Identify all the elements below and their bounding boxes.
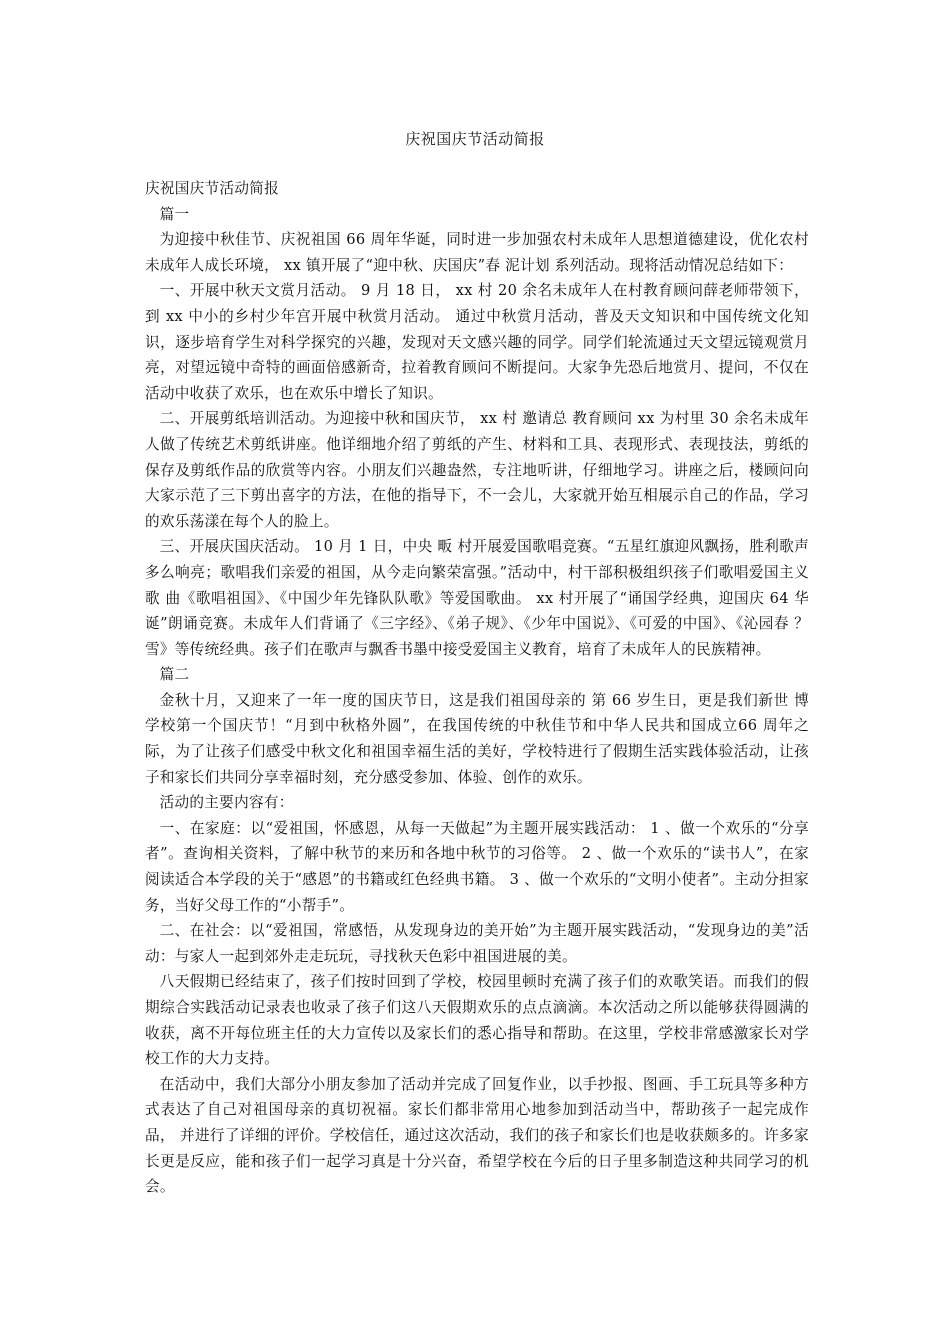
paragraph-activity-national-day: 三、开展庆国庆活动。 10 月 1 日，中央 畈 村开展爱国歌唱竞赛。“五星红旗迎风飘扬，胜利歌声多么响亮；歌唱我们亲爱的祖国，从今走向繁荣富强。”活动中，村干部积极组织孩子们歌唱爱国主义歌 曲《歌唱祖国》、《中国少年先锋队队歌》等爱国歌曲。 xx 村开展了“诵国学经典，迎国庆 64 华诞”朗诵竞赛。未成年人们背诵了《三字经》、《弟子规》、《少年中国说》、《可爱的中国》、《沁园春 ？ 雪》等传统经典。孩子们在歌声与飘香书墨中接受爱国主义教育，培育了未成年人的民族精神。 (145, 538, 809, 658)
body-heading: 庆祝国庆节活动简报 (145, 180, 280, 197)
paragraph-intro: 为迎接中秋佳节、庆祝祖国 66 周年华诞，同时进一步加强农村未成年人思想道德建设，优化农村未成年人成长环境， xx 镇开展了“迎中秋、庆国庆”春 泥计划 系列活动。现将活动情况总结如下： (145, 231, 809, 274)
document-title: 庆祝国庆节活动简报 (405, 130, 545, 148)
paragraph-at-home: 一、在家庭：以“爱祖国，怀感恩，从每一天做起”为主题开展实践活动： 1 、做一个欢乐的“分享者”。查询相关资料，了解中秋节的来历和各地中秋节的习俗等。 2 、做一个欢乐的“读书人”，在家阅读适合本学段的关于“感恩”的书籍或红色经典书籍。 3 、做一个欢乐的“文明小使者”。主动分担家务，当好父母工作的“小帮手”。 (145, 819, 809, 914)
section-label-part-one: 篇一 (159, 205, 190, 223)
paragraph-in-society: 二、在社会：以“爱祖国，常感悟，从发现身边的美开始”为主题开展实践活动，“发现身边的美”活动：与家人一起到郊外走走玩玩，寻找秋天色彩中祖国进展的美。 (145, 922, 809, 965)
paragraph-conclusion: 在活动中，我们大部分小朋友参加了活动并完成了回复作业，以手抄报、图画、手工玩具等多种方式表达了自己对祖国母亲的真切祝福。家长们都非常用心地参加到活动当中，帮助孩子一起完成作品， 并进行了详细的评价。学校信任，通过这次活动，我们的孩子和家长们也是收获颇多的。许多家长更是反应，能和孩子们一起学习真是十分兴奋，希望学校在今后的日子里多制造这种共同学习的机会。 (145, 1075, 809, 1196)
paragraph-golden-autumn: 金秋十月，又迎来了一年一度的国庆节日，这是我们祖国母亲的 第 66 岁生日，更是我们新世 博学校第一个国庆节！“月到中秋格外圆”，在我国传统的中秋佳节和中华人民共和国成立66 周年之际，为了让孩子们感受中秋文化和祖国幸福生活的美好，学校特进行了假期生活实践体验活动，让孩子和家长们共同分享幸福时刻，充分感受参加、体验、创作的欢乐。 (145, 691, 809, 786)
document-body (145, 176, 809, 1200)
section-label-part-two: 篇二 (159, 666, 190, 684)
paragraph-holiday-ended: 八天假期已经结束了，孩子们按时回到了学校，校园里顿时充满了孩子们的欢歌笑语。而我们的假期综合实践活动记录表也收录了孩子们这八天假期欢乐的点点滴滴。本次活动之所以能够获得圆满的收获，离不开每位班主任的大力宣传以及家长们的悉心指导和帮助。在这里，学校非常感激家长对学校工作的大力支持。 (145, 973, 809, 1068)
paragraph-main-contents-label: 活动的主要内容有： (159, 794, 294, 812)
paragraph-activity-moon-viewing: 一、开展中秋天文赏月活动。 9 月 18 日， xx 村 20 余名未成年人在村教育顾问薛老师带领下，到 xx 中小的乡村少年宫开展中秋赏月活动。 通过中秋赏月活动，普及天文知识和中国传统文化知识，逐步培育学生对科学探究的兴趣，发现对天文感兴趣的同学。同学们轮流通过天文望远镜观赏月亮，对望远镜中奇特的画面倍感新奇，拉着教育顾问不断提问。大家争先恐后地赏月、提问，不仅在活动中收获了欢乐，也在欢乐中增长了知识。 (145, 282, 809, 402)
paragraph-activity-paper-cutting: 二、开展剪纸培训活动。为迎接中秋和国庆节， xx 村 邀请总 教育顾问 xx 为村里 30 余名未成年人做了传统艺术剪纸讲座。他详细地介绍了剪纸的产生、材料和工具、表现形式、表现技法，剪纸的保存及剪纸作品的欣赏等内容。小朋友们兴趣盎然，专注地听讲，仔细地学习。讲座之后，楼顾问向大家示范了三下剪出喜字的方法，在他的指导下，不一会儿，大家就开始互相展示自己的作品，学习的欢乐荡漾在每个人的脸上。 (145, 410, 809, 530)
